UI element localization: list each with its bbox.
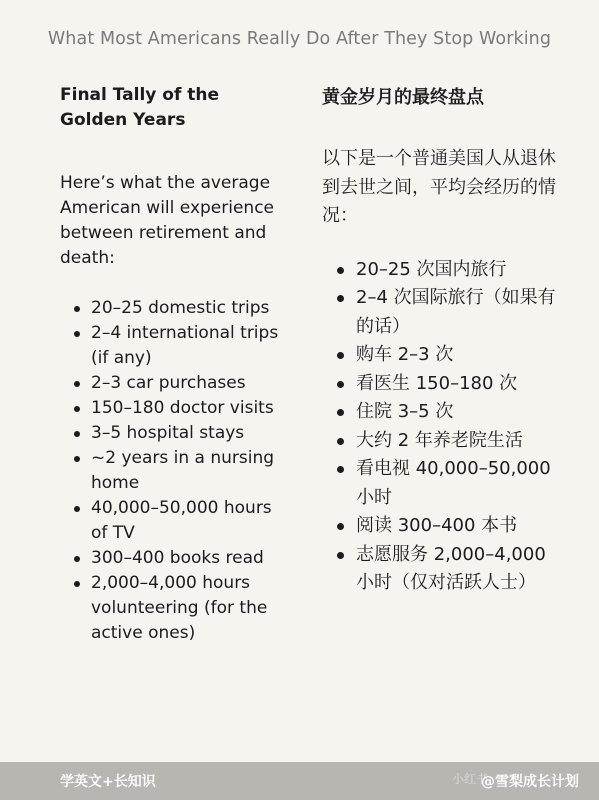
list-item: 150–180 doctor visits: [60, 396, 290, 421]
list-item: 40,000–50,000 hours of TV: [60, 496, 290, 546]
list-item: 2,000–4,000 hours volunteering (for the active ones): [60, 571, 290, 646]
list-item: 阅读 300–400 本书: [322, 512, 562, 541]
list-item: 住院 3–5 次: [322, 398, 562, 427]
author-handle[interactable]: @雪梨成长计划: [481, 774, 579, 790]
list-item: 大约 2 年养老院生活: [322, 427, 562, 456]
list-item: 2–4 次国际旅行（如果有的话）: [322, 284, 562, 341]
chinese-column: [322, 83, 562, 598]
list-item: 300–400 books read: [60, 546, 290, 571]
list-item: 2–3 car purchases: [60, 371, 290, 396]
english-list: [60, 296, 290, 646]
english-intro: Here’s what the average American will experience between retirement and death:: [60, 173, 275, 268]
english-title: Final Tally of the Golden Years: [60, 85, 220, 130]
list-item: ~2 years in a nursing home: [60, 446, 290, 496]
list-item: 2–4 international trips (if any): [60, 321, 290, 371]
list-item: 看电视 40,000–50,000 小时: [322, 455, 562, 512]
footer-bar: [0, 762, 599, 800]
list-item: 看医生 150–180 次: [322, 370, 562, 399]
page-header: What Most Americans Really Do After They Stop Working: [47, 29, 552, 49]
list-item: 购车 2–3 次: [322, 341, 562, 370]
list-item: 3–5 hospital stays: [60, 421, 290, 446]
watermark: 小红书: [452, 772, 489, 786]
english-column: [60, 83, 290, 646]
list-item: 20–25 domestic trips: [60, 296, 290, 321]
list-item: 20–25 次国内旅行: [322, 256, 562, 285]
footer-tagline: 学英文+长知识: [60, 774, 156, 790]
chinese-title: 黄金岁月的最终盘点: [322, 87, 484, 108]
chinese-list: [322, 256, 562, 598]
list-item: 志愿服务 2,000–4,000 小时（仅对活跃人士）: [322, 541, 562, 598]
chinese-intro: 以下是一个普通美国人从退休到去世之间，平均会经历的情况：: [322, 148, 556, 226]
